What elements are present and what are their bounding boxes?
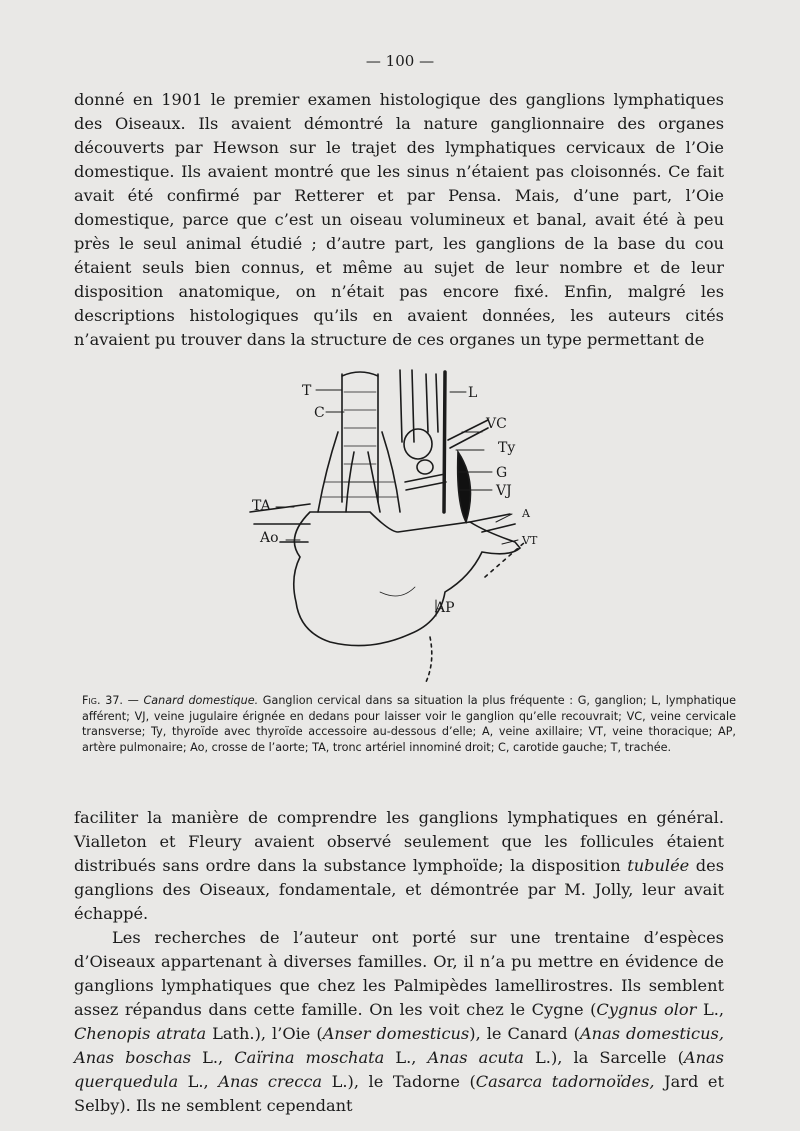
species-anas-crecca: Anas crecca <box>218 1072 323 1091</box>
figure-labels <box>252 383 538 616</box>
bottom-paragraph-2 <box>74 926 724 1118</box>
caption-species: Canard domestique. <box>143 694 259 707</box>
label-c: C <box>314 405 325 421</box>
label-l: L <box>468 385 478 401</box>
para2-part10: Jard et Selby). Ils ne semblent cependant <box>74 1072 725 1115</box>
ganglion-shape <box>458 452 471 522</box>
para2-part5: L., <box>191 1048 235 1067</box>
thyroid-accessory-shape <box>417 460 433 474</box>
bottom-paragraph-1-text: faciliter la manière de comprendre les ganglions lymphatiques en général. Vialleton et Fleury avaient observé seulement que les follicules étaient distribués sans ordre dans la substance lymphoïde; la disposition <box>74 808 724 875</box>
carotid-hatching <box>322 482 398 497</box>
trachea-outline <box>342 374 378 502</box>
cervical-vein <box>448 420 488 448</box>
label-ta: TA <box>252 498 271 514</box>
para2-part1: Les recherches de l’auteur ont porté sur une trentaine d’espèces d’Oiseaux appartenant à diverses familles. Or, il n’a pu mettre en évidence de ganglions lymphatiques que chez les Palmipèdes lamellirostres. Ils semblent assez répandus dans cette famille. On les voit chez le Cygne ( <box>74 928 724 1019</box>
para2-part7: L.), la Sarcelle ( <box>523 1048 684 1067</box>
para2-part3: Lath.), l’Oie ( <box>206 1024 323 1043</box>
vessel-left <box>426 374 438 432</box>
para2-part4: ), le Canard ( <box>469 1024 580 1043</box>
species-anas-acuta: Anas acuta <box>427 1048 524 1067</box>
label-ty: Ty <box>498 440 516 456</box>
species-anas-querquedula: Anas querquedula <box>74 1048 724 1091</box>
thyroid-shape <box>404 429 432 459</box>
species-anser-domesticus: Anser domesticus <box>322 1024 470 1043</box>
caption-figure-number: Fig. 37. — <box>82 694 139 707</box>
label-a: A <box>522 507 530 520</box>
bottom-paragraph-1-end: des ganglions des Oiseaux, fondamentale, et démontrée par M. Jolly, leur avait échappé. <box>74 856 724 923</box>
pulmonary-artery-line <box>426 637 432 682</box>
heart-detail <box>380 587 415 596</box>
lymphatic-vessel <box>444 372 445 512</box>
label-vc: VC <box>486 416 507 432</box>
trachea-top <box>342 372 378 376</box>
label-t: T <box>302 383 312 399</box>
italic-tubulee: tubulée <box>627 856 690 875</box>
species-chenopis-atrata: Chenopis atrata <box>74 1024 207 1043</box>
page-number: — 100 — <box>365 52 435 70</box>
heart-outline <box>294 512 520 646</box>
bottom-paragraph-1 <box>74 806 724 926</box>
top-paragraph-block <box>74 88 724 352</box>
label-ap: AP <box>435 600 455 616</box>
label-vt: VT <box>522 534 538 547</box>
species-cairina-moschata: Caïrina moschata <box>234 1048 385 1067</box>
species-anas-domesticus-boschas: Anas domesticus, Anas boschas <box>74 1024 725 1067</box>
axillary-vein <box>470 514 515 532</box>
label-vj: VJ <box>496 483 512 499</box>
para2-part2: L., <box>696 1000 724 1019</box>
species-casarca-tadornoides: Casarca tadornoïdes, <box>475 1072 655 1091</box>
figure-drawing <box>250 370 525 682</box>
species-cygnus-olor: Cygnus olor <box>596 1000 697 1019</box>
label-g: G <box>496 465 508 481</box>
figure-caption <box>82 693 736 755</box>
top-paragraph: donné en 1901 le premier examen histologique des ganglions lymphatiques des Oiseaux. Ils avaient démontré la nature ganglionnaire des organes découverts par Hewson sur le trajet des lymphatiques cervicaux de l’Oie domestique. Ils avaient montré que les sinus n’étaient pas cloisonnés. Ce fait avait été confirmé par Retterer et par Pensa. Mais, d’une part, l’Oie domestique, parce que c’est un oiseau volumineux et banal, avait été à peu près le seul animal étudié ; d’autre part, les ganglions de la base du cou étaient seuls bien connus, et même au sujet de leur nombre et de leur disposition anatomique, on n’était pas encore fixé. Enfin, malgré les descriptions histologiques qu’ils en avaient données, les auteurs cités n’avaient pu trouver dans la structure de ces organes un type permettant de <box>74 90 724 349</box>
para2-part8: L., <box>178 1072 219 1091</box>
bottom-text-block <box>74 806 724 1118</box>
vein-crossing <box>405 474 446 490</box>
caption-body: Ganglion cervical dans sa situation la plus fréquente : G, ganglion; L, lymphatique afférent; VJ, veine jugulaire érignée en dedans pour laisser voir le ganglion qu’elle recouvrait; VC, veine cervicale transverse; Ty, thyroïde avec thyroïde accessoire au-dessous d’elle; A, veine axillaire; VT, veine thoracique; AP, artère pulmonaire; Ao, crosse de l’aorte; TA, tronc artériel innominé droit; C, carotide gauche; T, trachée. <box>82 694 736 754</box>
label-ao: Ao <box>260 530 279 546</box>
para2-part9: L.), le Tadorne ( <box>322 1072 476 1091</box>
anatomical-figure <box>230 362 580 692</box>
para2-part6: L., <box>384 1048 428 1067</box>
carotid-branches <box>318 432 400 512</box>
